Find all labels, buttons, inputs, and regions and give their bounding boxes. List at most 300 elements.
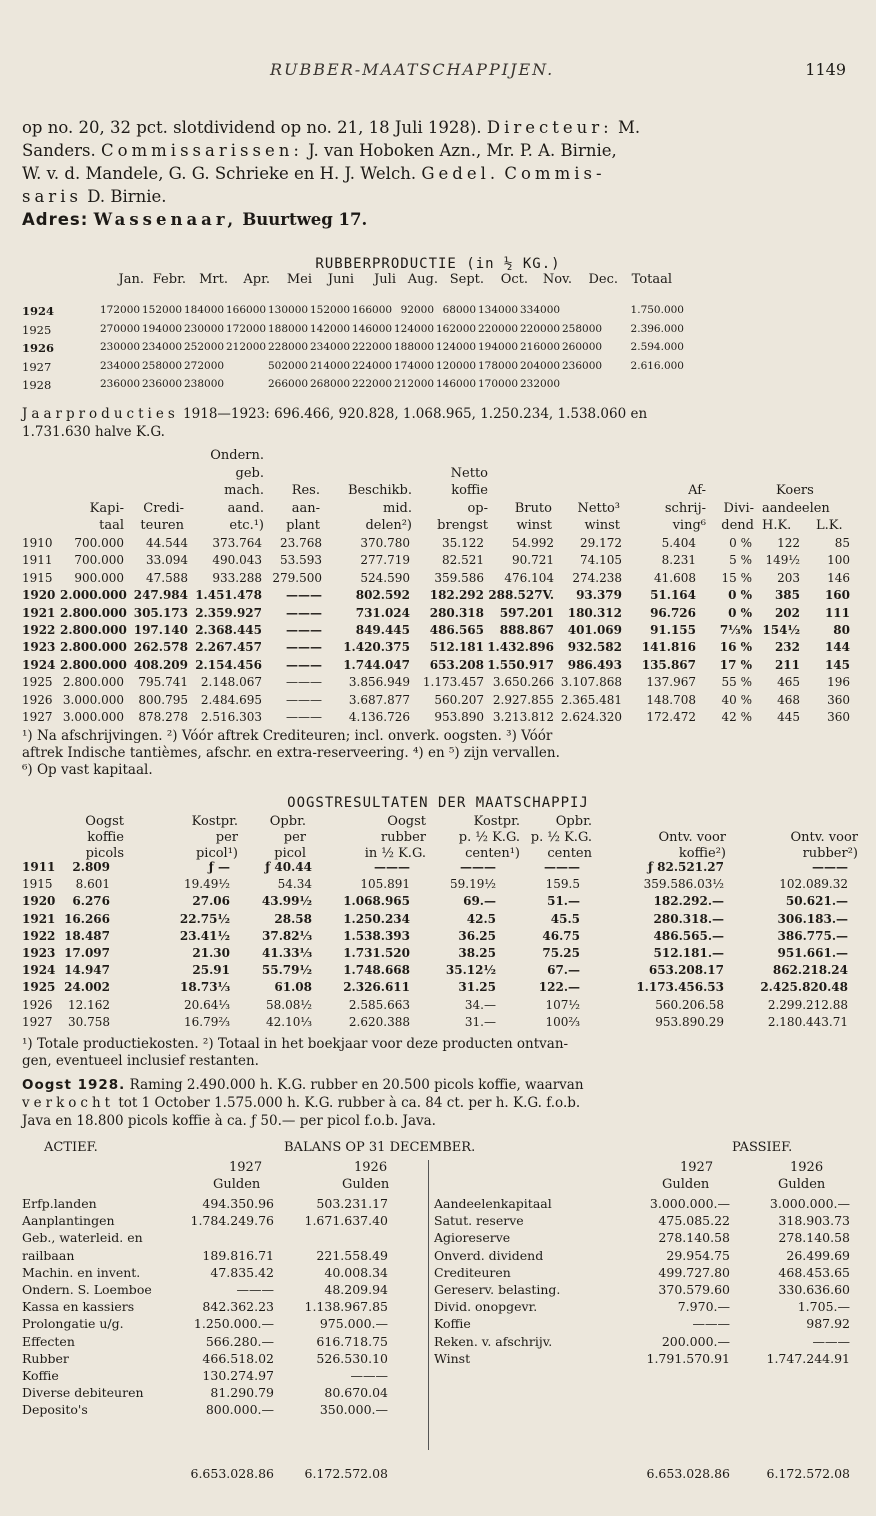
balans-passief-label: Agioreserve [434, 1230, 511, 1246]
financial-lk: 111 [824, 605, 850, 620]
oogst-kr: 69.— [463, 894, 496, 909]
oogst-kr: 34.— [464, 997, 496, 1012]
financial-header-koers: Koers [776, 483, 814, 498]
passief-year-1926: 1926 [790, 1160, 824, 1175]
balans-actief-1926: 1.138.967.85 [304, 1299, 388, 1315]
rubberproductie-value: 222000 [352, 378, 393, 390]
rubberproductie-value: 178000 [478, 359, 519, 372]
financial-year: 1910 [22, 536, 53, 550]
balans-passief-1927: 29.954.75 [666, 1247, 730, 1263]
balans-passief-1926: 318.903.73 [778, 1213, 850, 1229]
oogst-kostpr: 25.91 [192, 963, 230, 978]
balans-actief-label: Koffie [22, 1368, 59, 1383]
balans-passief-1926: 987.92 [806, 1316, 850, 1332]
financial-hk: 149½ [765, 553, 800, 568]
balans-actief-1926: 616.718.75 [316, 1333, 388, 1349]
oogst-opbr: 58.08½ [266, 997, 312, 1012]
financial-afschr: 41.608 [654, 570, 696, 585]
financial-kap: 2.800.000 [60, 640, 127, 655]
oogst-year: 1924 [22, 963, 56, 978]
financial-div: 5 % [729, 553, 752, 568]
balans-passief-label: Reken. v. afschrijv. [434, 1333, 553, 1349]
oogst-opbr: 28.58 [274, 911, 312, 926]
balans-passief-label: Aandeelenkapitaal [434, 1196, 552, 1211]
financial-header-res: aan- [291, 500, 320, 516]
financial-div: 55 % [721, 675, 752, 690]
financial-lk: 360 [827, 692, 850, 707]
oogst-ontvk: 182.292.— [653, 894, 724, 909]
oogst-row [0, 929, 876, 945]
financial-row [0, 553, 876, 569]
rubberproductie-value: 172000 [226, 322, 267, 335]
financial-header-koers: H.K. [762, 518, 792, 533]
financial-header-afschrijving: Af- [688, 483, 706, 498]
balans-passief-1926: 330.636.60 [778, 1282, 850, 1297]
oogst-header-rubber: in ½ K.G. [364, 845, 426, 861]
balans-totals [0, 1466, 876, 1482]
intro-paragraph: op no. 20, 32 pct. slotdividend op no. 21, 18 Juli 1928). Directeur: M. Sanders. Commissarissen: J. van Hoboken Azn., Mr. P. A. Birnie, W. v. d. Mandele, G. G. Schrieke en H. J. Welch. Gedel. Commis- saris D. Birnie. Adres: Wassenaar, Buurtweg 17. [22, 118, 641, 229]
balans-actief-1926: 80.670.04 [324, 1385, 388, 1401]
passief-total-1926: 6.172.572.08 [766, 1466, 850, 1481]
balans-passief-1927: 475.085.22 [658, 1213, 730, 1229]
financial-netto: 274.238 [572, 570, 622, 585]
oogst-row [0, 912, 876, 928]
balans-passief-label: Onverd. dividend [434, 1247, 544, 1263]
balans-passief-label: Koffie [434, 1316, 471, 1332]
financial-header-ondern: mach. [224, 483, 264, 498]
rubberproductie-value: 266000 [268, 378, 309, 390]
balans-actief-label: Prolongatie u/g. [22, 1316, 124, 1332]
financial-koffie: 486.565 [429, 623, 484, 637]
oogst-kostpr: 21.30 [192, 946, 230, 960]
balans-passief-1927: 278.140.58 [658, 1230, 730, 1246]
oogst-koffie: 16.266 [64, 911, 110, 926]
balans-actief-label: Erfp.landen [22, 1196, 97, 1211]
actief-label: ACTIEF. [44, 1140, 98, 1155]
financial-ond: 2.154.456 [195, 657, 262, 672]
financial-lk: 85 [834, 536, 850, 550]
balans-actief-label: Effecten [22, 1333, 75, 1349]
balans-passief-1927: 200.000.— [661, 1333, 730, 1349]
oogst-ontvr: ——— [812, 860, 848, 874]
balans-actief-1927: 47.835.42 [210, 1264, 274, 1280]
rubberproductie-month-header: Juni [327, 272, 354, 287]
financial-besch: 277.719 [360, 553, 410, 568]
oogst-header-koffie: Oogst [85, 814, 124, 829]
balans-passief-1927: ——— [692, 1316, 730, 1332]
oogst-header-opbr: Opbr. [269, 814, 306, 829]
financial-year: 1926 [22, 692, 53, 707]
financial-cred: 47.588 [146, 570, 188, 585]
financial-header-res: plant [286, 518, 320, 533]
rubberproductie-value: 194000 [478, 341, 519, 353]
oogst-header-opbr_rubber: Opbr. [555, 814, 592, 829]
balans-actief-1927: 189.816.71 [202, 1247, 274, 1263]
balans-passief-label: Divid. onopgevr. [434, 1299, 538, 1315]
actief-total-1927: 6.653.028.86 [190, 1466, 274, 1481]
financial-bruto: 90.721 [512, 553, 554, 568]
balans-actief-row [0, 1368, 876, 1384]
balans-actief-1926: 526.530.10 [316, 1350, 388, 1366]
oogst-opbr: 41.33⅓ [262, 946, 312, 960]
financial-header-crediteuren: Credi- [143, 500, 184, 516]
rubberproductie-value: 194000 [142, 322, 183, 335]
balans-actief-label: Kassa en kassiers [22, 1299, 135, 1315]
oogst-year: 1923 [22, 946, 56, 960]
oogst-header-opbr: picol [274, 845, 306, 861]
financial-year: 1925 [22, 675, 53, 690]
jaarproducties: Jaarproducties 1918—1923: 696.466, 920.828, 1.068.965, 1.250.234, 1.538.060 en 1.731.630 halve K.G. [22, 406, 648, 440]
financial-lk: 144 [824, 640, 850, 655]
rubberproductie-row [0, 341, 876, 357]
financial-row [0, 536, 876, 552]
rubberproductie-title: RUBBERPRODUCTIE (in ½ KG.) [315, 256, 561, 272]
page-number: 1149 [805, 60, 846, 79]
financial-header-koers: aandeelen [762, 500, 830, 516]
oogst-header-rubber: Oogst [387, 814, 426, 829]
oogst-year: 1927 [22, 1014, 53, 1029]
rubberproductie-month-header: Aug. [407, 272, 438, 287]
oogst-title: OOGSTRESULTATEN DER MAATSCHAPPIJ [287, 795, 589, 811]
financial-netto: 180.312 [567, 605, 622, 620]
rubberproductie-month-header: Totaal [631, 272, 672, 287]
oogst-or: 75.25 [542, 946, 580, 960]
rubberproductie-year: 1926 [22, 341, 55, 355]
oogst-header-koffie: koffie [87, 829, 124, 845]
rubberproductie-month-header: Dec. [588, 272, 618, 287]
oogst-or: 159.5 [545, 877, 580, 892]
financial-header-netto: winst [584, 518, 620, 533]
rubberproductie-value: 216000 [520, 341, 561, 353]
balans-actief-1926: 48.209.94 [324, 1282, 388, 1297]
financial-res: 53.593 [280, 553, 322, 568]
oogst-header-ontv_rubber: rubber²) [802, 845, 858, 861]
financial-cred: 33.094 [146, 553, 188, 568]
financial-afschr: 51.164 [650, 588, 696, 603]
rubberproductie-value: 146000 [436, 378, 477, 390]
financial-ond: 2.359.927 [195, 605, 262, 620]
oogst-koffie: 8.601 [75, 877, 110, 892]
oogst-kostpr: 18.73⅓ [180, 980, 230, 995]
rubberproductie-value: 1.750.000 [630, 304, 684, 316]
financial-kap: 2.800.000 [62, 675, 124, 690]
rubberproductie-value: 92000 [400, 304, 434, 316]
rubberproductie-value: 124000 [394, 322, 435, 335]
financial-kap: 700.000 [74, 536, 124, 550]
oogst-header-ontv_koffie: Ontv. voor [658, 829, 726, 845]
oogst-koffie: 17.097 [64, 946, 110, 960]
financial-kap: 2.800.000 [60, 623, 127, 637]
oogst-opbr: 55.79½ [261, 963, 312, 978]
oogst-or: 45.5 [550, 911, 580, 926]
oogst-opbr: 37.82⅓ [262, 928, 312, 943]
financial-afschr: 8.231 [661, 553, 696, 568]
financial-ond: 2.516.303 [200, 710, 262, 724]
rubberproductie-value: 188000 [268, 322, 309, 335]
financial-lk: 146 [827, 570, 850, 585]
oogst-or: 51.— [547, 894, 580, 909]
rubberproductie-year: 1925 [22, 322, 52, 337]
balans-passief-row [0, 1265, 876, 1281]
rubberproductie-value: 134000 [478, 304, 519, 316]
rubberproductie-month-header: Mei [286, 272, 312, 287]
oogst-ontvk: 280.318.— [653, 911, 724, 926]
actief-currency-1: Gulden [213, 1177, 261, 1192]
financial-header-kapitaal: taal [99, 518, 124, 533]
financial-koffie: 359.586 [434, 570, 484, 585]
balans-passief-1926: 278.140.58 [778, 1230, 850, 1246]
rubberproductie-month-header: Sept. [449, 272, 484, 287]
passief-label: PASSIEF. [732, 1140, 793, 1155]
oogst-koffie: 6.276 [72, 894, 110, 909]
oogst-opbr: 54.34 [277, 877, 312, 892]
oogst-ontvr: 951.661.— [777, 946, 848, 960]
rubberproductie-value: 204000 [520, 359, 561, 372]
balans-passief-1927: 3.000.000.— [649, 1196, 730, 1211]
oogst-koffie: 30.758 [68, 1014, 110, 1029]
balans-actief-1927: 81.290.79 [210, 1385, 274, 1401]
balans-title: BALANS OP 31 DECEMBER. [284, 1140, 476, 1155]
financial-lk: 196 [827, 675, 850, 690]
oogst-row [0, 894, 876, 910]
balans-actief-label: Rubber [22, 1350, 69, 1366]
financial-ond: 2.148.067 [200, 675, 262, 690]
financial-header-ondern: Ondern. [210, 448, 264, 463]
rubberproductie-value: 214000 [310, 359, 351, 372]
oogst-koffie: 14.947 [64, 963, 110, 978]
actief-currency-2: Gulden [342, 1177, 390, 1192]
financial-header-koffie: op- [467, 500, 488, 516]
oogst-year: 1922 [22, 928, 56, 943]
financial-res: ——— [286, 657, 322, 672]
balans-passief-1926: 1.747.244.91 [766, 1350, 850, 1366]
oogst-ontvk: 653.208.17 [648, 963, 724, 978]
rubberproductie-year: 1927 [22, 359, 52, 374]
financial-besch: 3.687.877 [348, 692, 410, 707]
oogst-row [0, 1015, 876, 1031]
oogst-koffie: 12.162 [68, 997, 110, 1012]
passief-year-1927: 1927 [680, 1160, 714, 1175]
rubberproductie-value: 184000 [184, 304, 225, 316]
rubberproductie-row [0, 304, 876, 320]
rubberproductie-value: 146000 [352, 322, 393, 335]
balans-actief-1926: 975.000.— [319, 1316, 388, 1332]
oogst-kostpr: 19.49½ [184, 877, 230, 892]
rubberproductie-value: 188000 [394, 341, 435, 353]
financial-bruto: 288.527V. [488, 588, 554, 603]
oogst-kr: 31.25 [458, 980, 496, 995]
oogst-opbr: ƒ 40.44 [265, 860, 312, 874]
financial-afschr: 5.404 [661, 536, 696, 550]
balans-passief-1926: 1.705.— [797, 1299, 850, 1315]
financial-cred: 262.578 [133, 640, 188, 655]
financial-koffie: 1.173.457 [422, 675, 484, 690]
oogst-rubber: 1.748.668 [343, 963, 410, 978]
actief-year-1926: 1926 [354, 1160, 388, 1175]
financial-header-netto: Netto³ [577, 500, 620, 516]
rubberproductie-value: 234000 [100, 359, 141, 372]
financial-koffie: 653.208 [429, 657, 484, 672]
balans-passief-1926: 3.000.000.— [769, 1196, 850, 1211]
oogst-kr: 36.25 [458, 928, 496, 943]
rubberproductie-value: 68000 [442, 304, 476, 316]
financial-res: ——— [286, 710, 322, 724]
oogst-ontvr: 2.425.820.48 [760, 980, 848, 995]
financial-cred: 197.140 [133, 623, 188, 637]
balans-actief-1927: 842.362.23 [202, 1299, 274, 1315]
financial-res: ——— [286, 640, 322, 655]
financial-div: 17 % [719, 657, 752, 672]
running-title: RUBBER-MAATSCHAPPIJEN. [270, 60, 555, 79]
balans-actief-1926: 221.558.49 [316, 1247, 388, 1263]
rubberproductie-value: 172000 [100, 304, 141, 316]
rubberproductie-value: 258000 [142, 359, 183, 372]
financial-header-koffie: Netto [450, 465, 488, 481]
oogst-header-ontv_koffie: koffie²) [678, 845, 726, 861]
financial-row [0, 588, 876, 604]
rubberproductie-value: 236000 [100, 378, 141, 390]
oogst-or: 122.— [538, 980, 580, 995]
oogst-ontvk: 359.586.03½ [643, 877, 724, 892]
rubberproductie-value: 228000 [268, 341, 309, 353]
rubberproductie-value: 230000 [184, 322, 225, 335]
oogst-opbr: 61.08 [274, 980, 312, 995]
rubberproductie-value: 502000 [268, 359, 309, 372]
financial-netto: 2.365.481 [560, 692, 622, 707]
financial-besch: 524.590 [360, 570, 410, 585]
balans-passief-row [0, 1316, 876, 1332]
oogst-or: 107½ [545, 997, 580, 1012]
financial-lk: 80 [833, 623, 850, 637]
balans-actief-1926: 40.008.34 [324, 1264, 388, 1280]
oogst-koffie: 24.002 [64, 980, 110, 995]
oogst-rubber: ——— [374, 860, 410, 874]
balans-passief-1926: ——— [812, 1333, 850, 1349]
rubberproductie-value: 234000 [142, 341, 183, 353]
rubberproductie-value: 230000 [100, 341, 141, 353]
financial-afschr: 91.155 [650, 623, 696, 637]
oogst-row [0, 998, 876, 1014]
balans-actief-1927: 566.280.— [205, 1333, 274, 1349]
balans-actief-row [0, 1402, 876, 1418]
oogst-header-kostpr_rubber: centen¹) [465, 845, 520, 861]
oogst-1928: Oogst 1928. Raming 2.490.000 h. K.G. rubber en 20.500 picols koffie, waarvan verkocht tot 1 October 1.575.000 h. K.G. rubber à ca. 84 ct. per h. K.G. f.o.b. Java en 18.800 picols koffie à ca. ƒ 50.— per picol f.o.b. Java. [22, 1077, 584, 1129]
balans-passief-1926: 26.499.69 [786, 1247, 850, 1263]
rubberproductie-value: 222000 [352, 341, 393, 353]
rubberproductie-value: 258000 [562, 322, 603, 335]
financial-hk: 211 [774, 657, 800, 672]
oogst-ontvr: 386.775.— [777, 928, 848, 943]
financial-year: 1922 [22, 623, 56, 637]
financial-div: 15 % [721, 570, 752, 585]
oogst-header-kostpr: Kostpr. [191, 814, 238, 829]
financial-header-beschikb: mid. [383, 500, 412, 516]
financial-row [0, 640, 876, 656]
financial-afschr: 96.726 [650, 605, 696, 620]
financial-header-koffie: brengst [437, 518, 488, 533]
oogst-year: 1926 [22, 997, 53, 1012]
rubberproductie-value: 224000 [352, 359, 393, 372]
financial-header-afschrijving: schrij- [664, 500, 706, 516]
financial-cred: 44.544 [146, 536, 188, 550]
financial-header-bruto: Bruto [514, 500, 552, 516]
financial-row [0, 606, 876, 622]
oogst-rubber: 1.068.965 [343, 894, 410, 909]
rubberproductie-value: 166000 [226, 304, 267, 316]
oogst-koffie: 2.809 [72, 860, 110, 874]
balans-actief-1927: 466.518.02 [202, 1350, 274, 1366]
financial-year: 1920 [22, 588, 56, 603]
financial-header-beschikb: Beschikb. [347, 483, 412, 498]
financial-besch: 1.420.375 [343, 640, 410, 655]
financial-header-dividend: Divi- [723, 500, 754, 516]
balans-passief-row [0, 1299, 876, 1315]
financial-res: ——— [286, 588, 322, 603]
financial-lk: 100 [827, 553, 850, 568]
oogst-ontvk: 560.206.58 [655, 997, 724, 1012]
oogst-header-opbr_rubber: p. ½ K.G. [530, 829, 592, 845]
financial-header-koffie: koffie [451, 483, 488, 498]
oogst-opbr: 43.99½ [261, 894, 312, 909]
rubberproductie-month-header: Apr. [243, 272, 270, 287]
rubberproductie-month-header: Jan. [118, 272, 144, 287]
oogst-ontvk: ƒ 82.521.27 [647, 860, 724, 874]
oogst-or: 46.75 [542, 928, 580, 943]
rubberproductie-row [0, 323, 876, 339]
financial-div: 0 % [728, 588, 752, 603]
financial-kap: 2.800.000 [60, 605, 127, 620]
financial-bruto: 1.550.917 [487, 657, 554, 672]
balans-actief-1927: 800.000.— [205, 1402, 274, 1418]
oogst-year: 1921 [22, 911, 56, 926]
financial-kap: 900.000 [74, 570, 124, 585]
financial-ond: 2.368.445 [195, 623, 262, 637]
financial-afschr: 148.708 [646, 692, 696, 707]
financial-hk: 202 [774, 605, 800, 620]
balans-passief-row [0, 1282, 876, 1298]
financial-koffie: 280.318 [429, 605, 484, 620]
rubberproductie-value: 238000 [184, 378, 225, 390]
financial-header-ondern: aand. [227, 500, 264, 516]
financial-bruto: 3.213.812 [492, 710, 554, 724]
oogst-year: 1915 [22, 877, 53, 892]
financial-header-ondern: etc.¹) [229, 518, 264, 533]
oogst-header-kostpr_rubber: Kostpr. [473, 814, 520, 829]
oogst-ontvk: 512.181.— [653, 946, 724, 960]
oogst-row [0, 877, 876, 893]
rubberproductie-month-header: Oct. [500, 272, 528, 287]
financial-netto: 986.493 [567, 657, 622, 672]
rubberproductie-month-header: Juli [374, 272, 396, 287]
financial-hk: 122 [777, 536, 800, 550]
balans-actief-1927: 1.784.249.76 [190, 1213, 274, 1229]
balans-actief-1926: 503.231.17 [316, 1196, 388, 1211]
financial-div: 16 % [719, 640, 752, 655]
rubberproductie-value: 220000 [478, 322, 519, 335]
balans-actief-1927: ——— [236, 1282, 274, 1297]
rubberproductie-value: 130000 [268, 304, 309, 316]
running-header [0, 60, 876, 84]
oogst-row [0, 963, 876, 979]
financial-ond: 373.764 [212, 536, 262, 550]
oogst-rubber: 105.891 [360, 877, 410, 892]
financial-bruto: 476.104 [504, 570, 554, 585]
financial-year: 1921 [22, 605, 56, 620]
financial-ond: 933.288 [212, 570, 262, 585]
financial-header-koers: L.K. [816, 518, 843, 533]
financial-afschr: 141.816 [641, 640, 696, 655]
financial-cred: 878.278 [138, 710, 188, 724]
